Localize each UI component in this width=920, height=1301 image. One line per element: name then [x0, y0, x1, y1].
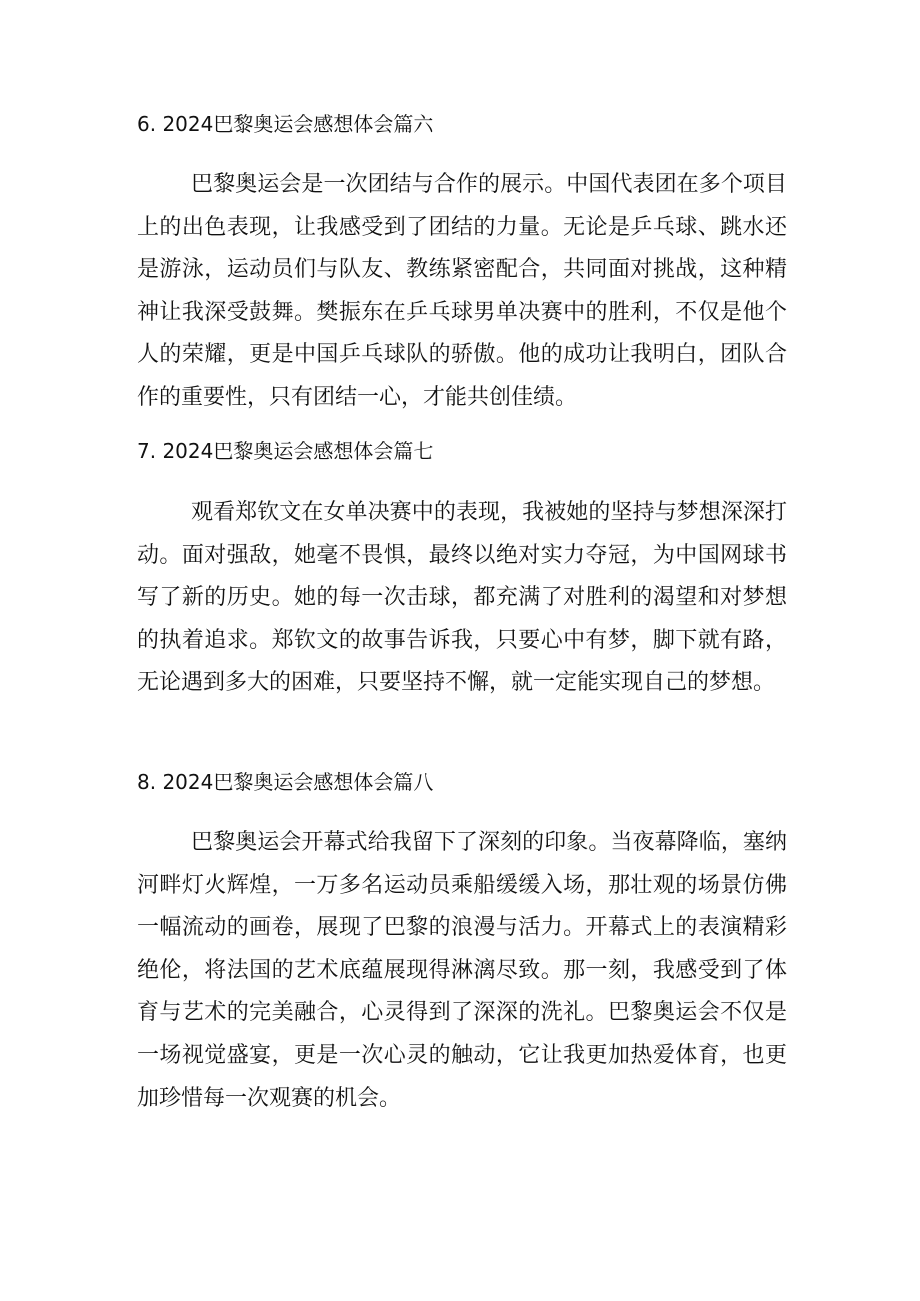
section-8-heading: 8. 2024巴黎奥运会感想体会篇八 — [137, 770, 434, 794]
section-7-body: 观看郑钦文在女单决赛中的表现，我被她的坚持与梦想深深打动。面对强敌，她毫不畏惧，最终以绝对实力夺冠，为中国网球书写了新的历史。她的每一次击球，都充满了对胜利的渴望和对梦想的执着追求。郑钦文的故事告诉我，只要心中有梦，脚下就有路，无论遇到多大的困难，只要坚持不懈，就一定能实现自己的梦想。 — [137, 500, 787, 696]
section-8-body: 巴黎奥运会开幕式给我留下了深刻的印象。当夜幕降临，塞纳河畔灯火辉煌，一万多名运动员乘船缓缓入场，那壮观的场景仿佛一幅流动的画卷，展现了巴黎的浪漫与活力。开幕式上的表演精彩绝伦，将法国的艺术底蕴展现得淋漓尽致。那一刻，我感受到了体育与艺术的完美融合，心灵得到了深深的洗礼。巴黎奥运会不仅是一场视觉盛宴，更是一次心灵的触动，它让我更加热爱体育，也更加珍惜每一次观赛的机会。 — [137, 830, 787, 1111]
section-6-heading: 6. 2024巴黎奥运会感想体会篇六 — [137, 112, 434, 136]
section-7-heading: 7. 2024巴黎奥运会感想体会篇七 — [137, 439, 434, 463]
section-6-body: 巴黎奥运会是一次团结与合作的展示。中国代表团在多个项目上的出色表现，让我感受到了团结的力量。无论是乒乓球、跳水还是游泳，运动员们与队友、教练紧密配合，共同面对挑战，这种精神让我深受鼓舞。樊振东在乒乓球男单决赛中的胜利，不仅是他个人的荣耀，更是中国乒乓球队的骄傲。他的成功让我明白，团队合作的重要性，只有团结一心，才能共创佳绩。 — [137, 172, 787, 410]
